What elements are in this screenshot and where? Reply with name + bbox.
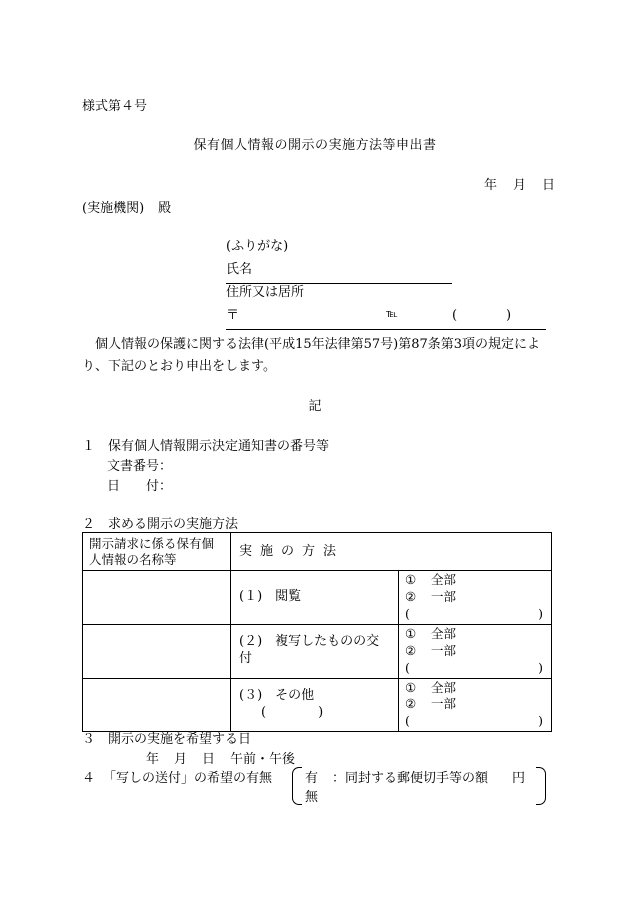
name-label: 氏名 xyxy=(226,262,253,277)
recipient xyxy=(82,200,171,218)
method-cell: (２) 複写したものの交付 xyxy=(231,624,399,678)
submission-date xyxy=(484,177,555,195)
desired-date-field[interactable] xyxy=(146,751,310,769)
option-part[interactable]: ② 一部 xyxy=(405,642,457,658)
methods-table-header xyxy=(83,533,552,571)
section4-title: 「写しの送付」の希望の有無 xyxy=(103,771,273,786)
doc-number-label: 文書番号： xyxy=(107,459,173,474)
method-row-copy xyxy=(83,624,552,678)
address-row xyxy=(226,284,556,307)
section1-heading: １ 保有個人情報開示決定通知書の番号等 xyxy=(82,439,330,454)
method-cell: (１) 閲覧 xyxy=(231,571,399,625)
date-year: 年 xyxy=(484,178,498,193)
honorific: 殿 xyxy=(158,201,172,216)
info-name-cell[interactable] xyxy=(83,571,231,625)
scope-cell xyxy=(399,624,552,678)
option-part[interactable]: ② 一部 xyxy=(405,696,457,712)
info-name-cell[interactable] xyxy=(83,678,231,732)
method-row-view xyxy=(83,571,552,625)
tel-paren-open: ( xyxy=(452,308,458,323)
option-all[interactable]: ① 全部 xyxy=(405,572,457,587)
tel-label: ℡ xyxy=(386,307,398,320)
notice-date-field[interactable] xyxy=(107,478,172,496)
brace-right xyxy=(536,767,546,805)
part-detail-field[interactable]: ( ) xyxy=(405,713,543,729)
no-label: 無 xyxy=(305,790,319,805)
date-day: 日 xyxy=(542,178,556,193)
method-row-other xyxy=(83,678,552,732)
part-detail-field[interactable]: ( ) xyxy=(405,605,543,621)
methods-table xyxy=(82,532,552,732)
yen-label: 円 xyxy=(512,771,526,786)
scope-cell xyxy=(399,678,552,732)
address-label: 住所又は居所 xyxy=(226,285,305,300)
section2-heading: ２ 求める開示の実施方法 xyxy=(82,517,239,532)
desired-year: 年 xyxy=(146,752,160,767)
notice-date-label-b: 付： xyxy=(146,479,173,494)
document-title: 保有個人情報の開示の実施方法等申出書 xyxy=(193,138,437,153)
desired-ampm[interactable]: 午前・午後 xyxy=(230,752,296,767)
yes-label: 有 xyxy=(305,771,319,786)
recipient-label: (実施機関) xyxy=(82,201,145,216)
postal-mark: 〒 xyxy=(226,308,240,323)
scope-cell xyxy=(399,571,552,625)
date-month: 月 xyxy=(513,178,527,193)
applicant-block xyxy=(226,238,556,330)
method-cell xyxy=(231,678,399,732)
option-all[interactable]: ① 全部 xyxy=(405,625,457,641)
col-method-header: 実施の方法 xyxy=(231,533,552,571)
option-part[interactable]: ② 一部 xyxy=(405,588,457,604)
method-other-detail[interactable]: ( ) xyxy=(261,704,324,720)
section3-heading: ３ 開示の実施を希望する日 xyxy=(82,732,252,747)
col-name-header: 開示請求に係る保有個人情報の名称等 xyxy=(83,533,231,571)
yes-detail: ：同封する郵便切手等の額 xyxy=(332,771,489,786)
copy-delivery-yes-option[interactable] xyxy=(305,770,525,788)
tel-paren-close: ) xyxy=(506,308,512,323)
address-field[interactable] xyxy=(226,307,546,330)
brace-left xyxy=(292,767,302,805)
name-field[interactable] xyxy=(226,261,452,284)
method-other-label: (３) その他 xyxy=(239,687,315,703)
form-number: 様式第４号 xyxy=(82,99,148,114)
furigana-label: (ふりがな) xyxy=(226,239,289,254)
furigana-row xyxy=(226,238,556,261)
ki-heading: 記 xyxy=(308,399,322,414)
copy-delivery-no-option[interactable] xyxy=(305,789,318,807)
doc-number-field[interactable] xyxy=(107,458,172,476)
info-name-cell[interactable] xyxy=(83,624,231,678)
option-all[interactable]: ① 全部 xyxy=(405,679,457,695)
notice-date-label-a: 日 xyxy=(107,479,121,494)
section4-number: ４ xyxy=(82,771,96,786)
part-detail-field[interactable]: ( ) xyxy=(405,659,543,675)
section4-heading xyxy=(82,770,272,788)
desired-day: 日 xyxy=(202,752,216,767)
statement-text: 個人情報の保護に関する法律(平成15年法律第57号)第87条第3項の規定により、下記のとおり申出をします。 xyxy=(82,337,541,375)
desired-month: 月 xyxy=(174,752,188,767)
